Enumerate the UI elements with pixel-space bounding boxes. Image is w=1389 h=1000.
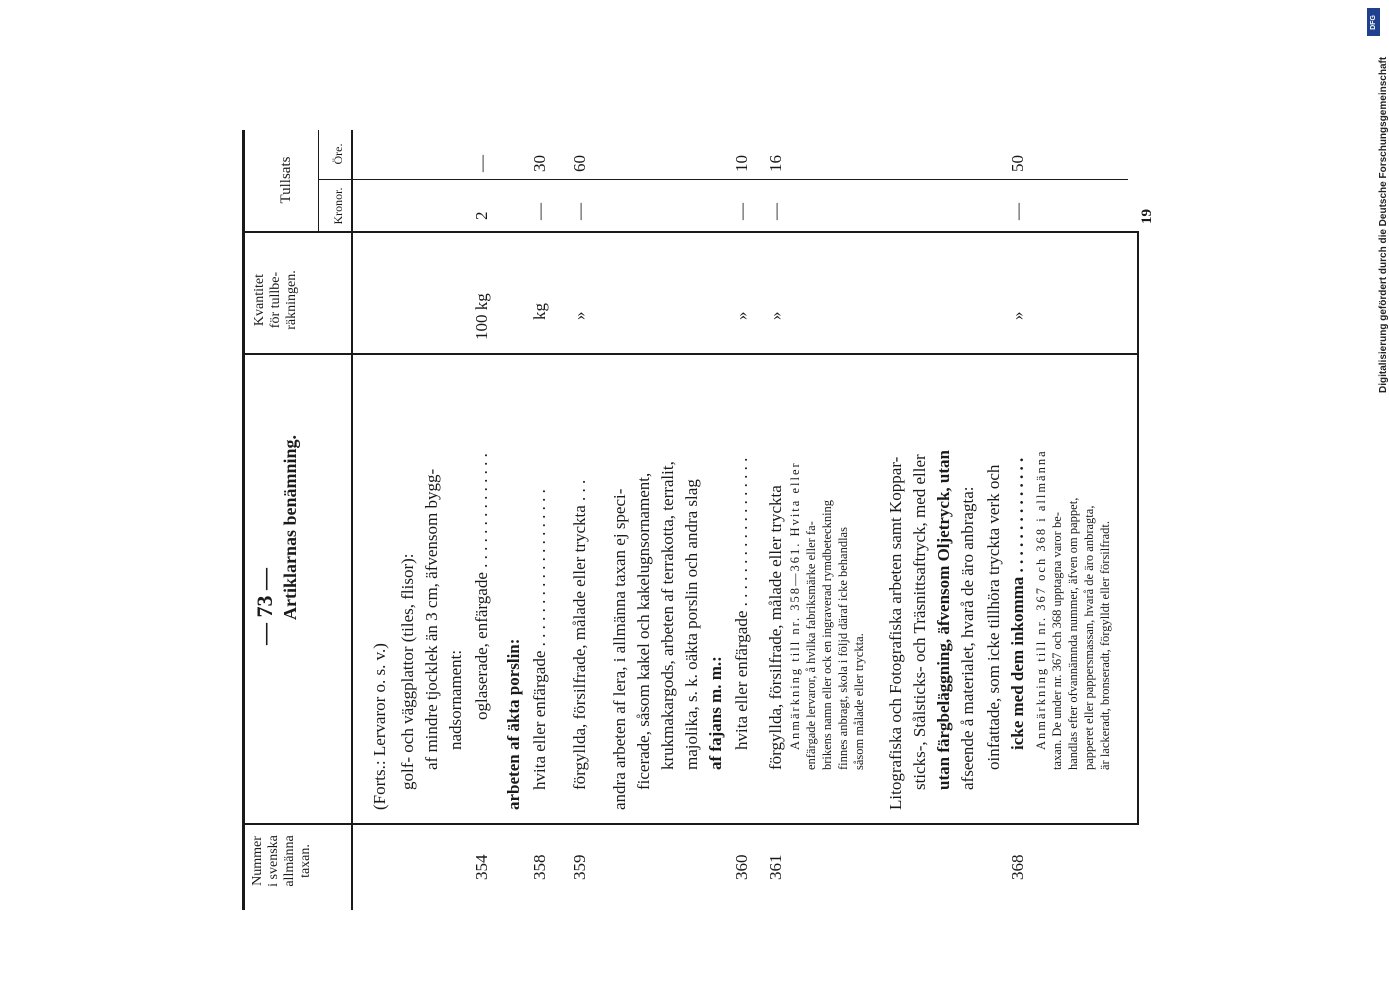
header-title: Artiklarnas benämning. (280, 434, 300, 620)
duty-ore: 16 (766, 155, 785, 172)
header-duty: Tullsats (278, 156, 294, 204)
duty-kronor: — (766, 203, 785, 220)
header-number: Nummer i svenska allmänna taxan. (250, 835, 313, 887)
note-line: såsom målade eller tryckta. (852, 633, 866, 770)
sheet-signature-mark: 19 (1139, 209, 1155, 224)
duty-ore: 50 (1008, 155, 1027, 172)
duty-ore: 30 (530, 155, 549, 172)
description-line: hvita eller enfärgade . . . . . . . . . . . . . . . . . . (732, 457, 751, 750)
description-line: arbeten af äkta porslin: (504, 638, 523, 810)
duty-kronor: — (732, 203, 751, 220)
description-line: nadsornament: (446, 649, 465, 750)
description-line: golf- och väggplattor (tiles, flisor): (398, 553, 417, 790)
note-line: enfärgade lervaror, å hvilka fabriksmärke eller fa- (804, 521, 818, 770)
description-line: hvita eller enfärgade . . . . . . . . . . . . . . . . . . . (530, 489, 549, 790)
digitization-note (1366, 8, 1389, 408)
note-line: handlas efter ofvannämnda nummer, äfven om pappet, (1066, 497, 1080, 770)
description-line: Litografiska och Fotografiska arbeten samt Koppar- (886, 456, 905, 810)
note-line: Anmärkning till nr. 367 och 368 i allmänna (1034, 449, 1048, 750)
description-line: förgyllda, försilfrade, målade eller tryckta . . . (570, 479, 589, 790)
description-line: afseende å materialet, hvarå de äro anbragta: (958, 486, 977, 790)
duty-kronor: — (1008, 203, 1027, 220)
digitization-note-text: Digitalisierung gefördert durch die Deutsche Forschungsgemeinschaft (1378, 56, 1389, 393)
note-line: Anmärkning till nr. 358—361. Hvita eller (788, 461, 802, 750)
description-line: förgyllda, försilfrade, målade eller tryckta (766, 485, 785, 770)
tariff-number: 358 (530, 854, 549, 880)
tariff-number: 361 (766, 854, 785, 880)
description-line: utan färgbeläggning, äfvensom Oljetryck, utan (934, 450, 953, 790)
description-line: af fajans m. m.: (706, 656, 725, 770)
quantity-unit: 100 kg (472, 293, 491, 340)
quantity-unit: » (570, 311, 589, 320)
quantity-unit: » (766, 311, 785, 320)
dfg-logo: DFG (1367, 8, 1380, 36)
column-divider (318, 179, 1128, 180)
header-quantity: Kvantitet för tullbe- räkningen. (252, 270, 299, 330)
duty-kronor: — (570, 203, 589, 220)
tariff-number: 354 (472, 854, 491, 880)
description-line: oglaserade, enfärgade . . . . . . . . . . . . . . (472, 453, 491, 720)
column-divider (242, 823, 1139, 825)
note-line: är lackeradt, bronseradt, förgylldt eller försilfradt. (1098, 521, 1112, 770)
duty-subheader-rule (318, 130, 319, 233)
header-kronor: Kronor. (331, 187, 345, 225)
column-divider (242, 231, 1139, 233)
description-line: (Forts.: Lervaror o. s. v.) (370, 643, 389, 810)
table-bottom-rule (1137, 233, 1139, 825)
table-header-rule (351, 130, 353, 910)
duty-ore: 60 (570, 155, 589, 172)
duty-ore: — (472, 155, 491, 172)
document-page (190, 130, 1190, 920)
header-ore: Öre. (331, 143, 345, 165)
description-line: majolika, s. k. oäkta porslin och andra slag (682, 479, 701, 770)
note-line: finnes anbragt, skola i följd däraf icke behandlas (836, 527, 850, 770)
description-line: oinfattade, som icke tillhöra tryckta verk och (984, 464, 1003, 770)
tariff-number: 360 (732, 854, 751, 880)
table-top-rule (242, 130, 245, 910)
duty-ore: 10 (732, 155, 751, 172)
page-number: — 73 — (252, 568, 277, 645)
quantity-unit: » (1008, 311, 1027, 320)
description-line: sticks-, Stålsticks- och Träsnittsaftryck, med eller (910, 454, 929, 790)
note-line: brikens namn eller ock en ingraverad rymdbeteckning (820, 499, 834, 770)
duty-kronor: — (530, 203, 549, 220)
column-divider (242, 353, 1139, 355)
note-line: papperet eller pappersmassan, hvarå de äro anbragta, (1082, 505, 1096, 770)
description-line: af mindre tjocklek än 3 cm, äfvensom bygg- (422, 468, 441, 770)
description-line: ficerade, såsom kakel och kakelugnsornament, (634, 472, 653, 790)
description-line: andra arbeten af lera, i allmänna taxan ej speci- (610, 488, 629, 810)
description-line: icke med dem inkomma . . . . . . . . . . . . . . (1008, 457, 1027, 750)
tariff-number: 368 (1008, 854, 1027, 880)
description-line: krukmakargods, arbeten af terrakotta, terralit, (658, 461, 677, 770)
quantity-unit: » (732, 311, 751, 320)
note-line: taxan. De under nr. 367 och 368 upptagna varor be- (1050, 512, 1064, 770)
quantity-unit: kg (530, 303, 549, 320)
tariff-number: 359 (570, 854, 589, 880)
duty-kronor: 2 (472, 211, 491, 220)
